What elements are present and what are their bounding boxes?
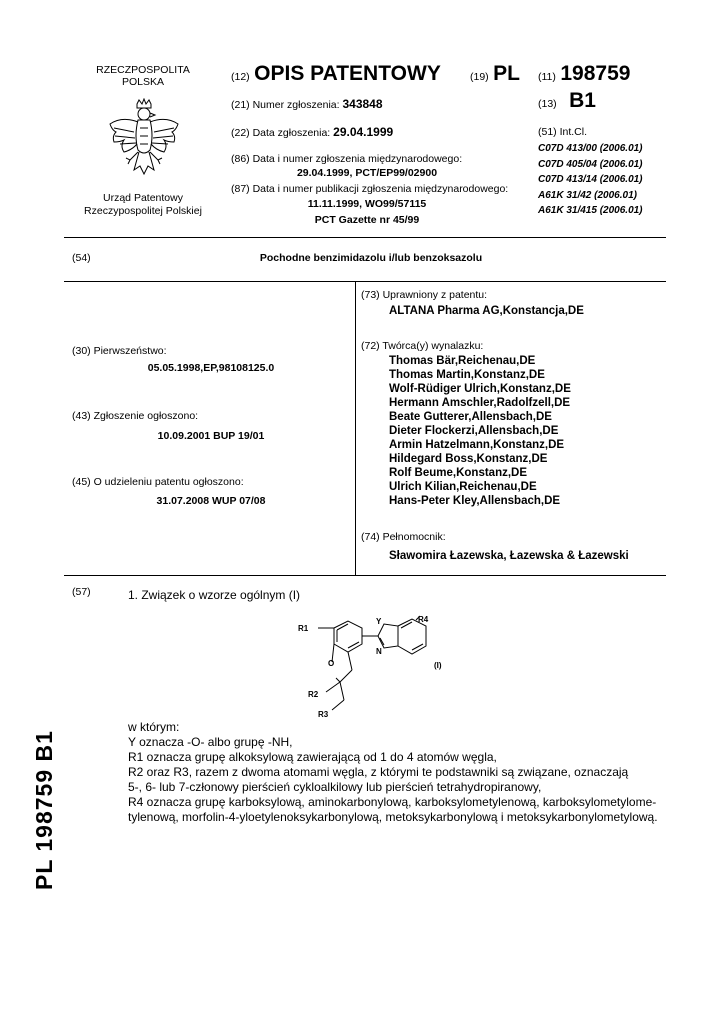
patent-number: 198759 <box>560 62 631 85</box>
formula-label: (I) <box>434 661 442 670</box>
inventor-item: Beate Gutterer,Allensbach,DE <box>389 411 552 423</box>
patent-office <box>72 192 214 218</box>
intl-pub-value: 11.11.1999, WO99/57115 <box>307 198 427 210</box>
divider <box>64 575 666 576</box>
code-19: (19) <box>470 71 489 83</box>
app-number-row <box>231 97 383 111</box>
column-divider <box>355 282 356 575</box>
filing-date: 29.04.1999 <box>333 125 394 139</box>
priority-value: 05.05.1998,EP,98108125.0 <box>147 362 275 374</box>
intl-filing-value: 29.04.1999, PCT/EP99/02900 <box>296 167 438 179</box>
intcl-item: C07D 413/14 (2006.01) <box>538 174 643 185</box>
intcl-list <box>538 141 643 219</box>
inventor-item: Thomas Bär,Reichenau,DE <box>389 355 536 367</box>
intcl-item: C07D 413/00 (2006.01) <box>538 143 643 154</box>
kind-code: B1 <box>569 89 596 112</box>
divider <box>64 281 666 282</box>
chemical-formula <box>288 614 458 724</box>
inventor-item: Rolf Beume,Konstanz,DE <box>389 467 528 479</box>
patent-number-line <box>538 62 630 86</box>
filing-date-label: (22) Data zgłoszenia: <box>231 127 331 139</box>
inventor-item: Thomas Martin,Konstanz,DE <box>389 369 545 381</box>
owner-value: ALTANA Pharma AG,Konstancja,DE <box>389 305 584 317</box>
claim-line: tylenową, morfolin-4-yloetylenoksykarbonylową, metoksykarbonylową i metoksykarbonylometylową. <box>128 810 658 824</box>
claim-first-line: 1. Związek o wzorze ogólnym (I) <box>128 588 301 602</box>
claim-line: Y oznacza -O- albo grupę -NH, <box>128 735 293 749</box>
formula-r1: R1 <box>298 624 309 633</box>
claim-line: R2 oraz R3, razem z dwoma atomami węgla, z którymi te podstawniki są związane, oznaczają <box>128 765 629 779</box>
inventor-item: Hermann Amschler,Radolfzell,DE <box>389 397 571 409</box>
app-pub-value: 10.09.2001 BUP 19/01 <box>157 430 265 442</box>
claim-wherein: w którym: <box>128 720 180 734</box>
formula-y: Y <box>376 617 382 626</box>
filing-date-row <box>231 125 393 139</box>
inventor-item: Ulrich Kilian,Reichenau,DE <box>389 481 537 493</box>
formula-r2: R2 <box>308 690 319 699</box>
intcl-label: (51) Int.Cl. <box>538 126 588 138</box>
attorney-label: (74) Pełnomocnik: <box>361 531 446 543</box>
grant-pub-value: 31.07.2008 WUP 07/08 <box>156 495 266 507</box>
country-name <box>80 64 206 88</box>
formula-r3: R3 <box>318 710 329 719</box>
app-pub-label: (43) Zgłoszenie ogłoszono: <box>72 410 199 422</box>
country-code-line <box>470 62 520 86</box>
country-line1: RZECZPOSPOLITA <box>96 64 190 76</box>
gazette: PCT Gazette nr 45/99 <box>314 214 420 226</box>
country-line2: POLSKA <box>121 76 165 88</box>
owner-label: (73) Uprawniony z patentu: <box>361 289 488 301</box>
code-13: (13) <box>538 98 557 110</box>
formula-o: O <box>328 659 335 668</box>
code-11: (11) <box>538 71 556 83</box>
claim-body <box>128 720 658 825</box>
claim-line: R4 oznacza grupę karboksylową, aminokarbonylową, karboksylometylenową, karboksylometylome- <box>128 795 657 809</box>
doc-type-line <box>231 62 441 86</box>
code-12: (12) <box>231 71 250 83</box>
formula-n: N <box>376 647 382 656</box>
intcl-item: C07D 405/04 (2006.01) <box>538 158 643 170</box>
inventor-item: Wolf-Rüdiger Ulrich,Konstanz,DE <box>389 383 571 395</box>
intl-pub-label: (87) Data i numer publikacji zgłoszenia międzynarodowego: <box>231 183 509 195</box>
claim-line: 5-, 6- lub 7-członowy pierścień cykloalkilowy lub pierścień tetrahydropiranowy, <box>128 780 542 794</box>
intl-filing-label: (86) Data i numer zgłoszenia międzynarodowego: <box>231 153 463 165</box>
app-number: 343848 <box>342 97 383 111</box>
app-number-label: (21) Numer zgłoszenia: <box>231 99 340 111</box>
country-code: PL <box>493 62 520 85</box>
inventors-list <box>389 354 571 508</box>
title: Pochodne benzimidazolu i/lub benzoksazolu <box>259 252 483 264</box>
title-code: (54) <box>72 252 91 264</box>
office-line1: Urząd Patentowy <box>103 192 183 204</box>
attorney-value: Sławomira Łazewska, Łazewska & Łazewski <box>389 550 629 562</box>
formula-r4: R4 <box>418 615 429 624</box>
doc-type: OPIS PATENTOWY <box>254 62 441 85</box>
divider <box>64 237 666 238</box>
eagle-emblem-icon <box>104 98 184 186</box>
inventor-item: Armin Hatzelmann,Konstanz,DE <box>389 439 565 451</box>
office-line2: Rzeczypospolitej Polskiej <box>84 205 202 217</box>
intcl-item: A61K 31/42 (2006.01) <box>538 189 637 201</box>
inventor-item: Hans-Peter Kley,Allensbach,DE <box>389 495 561 507</box>
inventor-item: Hildegard Boss,Konstanz,DE <box>389 453 548 465</box>
side-label: PL 198759 B1 <box>31 730 57 890</box>
inventors-label: (72) Twórca(y) wynalazku: <box>361 340 484 352</box>
claim-line: R1 oznacza grupę alkoksylową zawierającą od 1 do 4 atomów węgla, <box>128 750 497 764</box>
priority-label: (30) Pierwszeństwo: <box>72 345 167 357</box>
intcl-item: A61K 31/415 (2006.01) <box>538 205 643 216</box>
grant-pub-label: (45) O udzieleniu patentu ogłoszono: <box>72 476 244 488</box>
kind-line <box>538 89 596 113</box>
inventor-item: Dieter Flockerzi,Allensbach,DE <box>389 425 559 437</box>
claim-code: (57) <box>72 586 91 598</box>
